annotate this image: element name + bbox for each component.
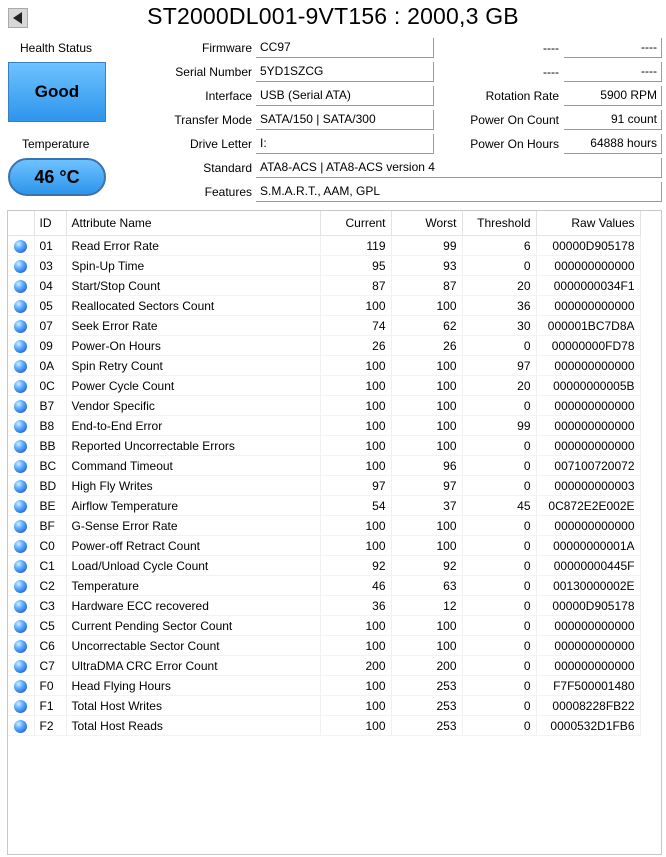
status-good-icon	[14, 320, 27, 333]
threshold-value: 0	[462, 456, 536, 476]
current-value: 200	[320, 656, 391, 676]
worst-value: 100	[391, 536, 462, 556]
worst-value: 100	[391, 616, 462, 636]
current-value: 100	[320, 636, 391, 656]
power-on-hours-label: Power On Hours	[470, 137, 559, 151]
attribute-id: C7	[34, 656, 66, 676]
threshold-value: 97	[462, 356, 536, 376]
attribute-name: Airflow Temperature	[66, 496, 320, 516]
status-cell	[8, 416, 34, 436]
status-cell	[8, 396, 34, 416]
worst-value: 200	[391, 656, 462, 676]
unused-label-1: ----	[543, 41, 559, 55]
rotation-rate-label: Rotation Rate	[485, 89, 559, 103]
raw-value: 000000000000	[536, 416, 640, 436]
attribute-name: Start/Stop Count	[66, 276, 320, 296]
attribute-name: Load/Unload Cycle Count	[66, 556, 320, 576]
table-header-row	[8, 211, 640, 236]
status-cell	[8, 496, 34, 516]
unused-field-1: ----	[564, 38, 662, 58]
table-row[interactable]	[8, 436, 640, 456]
current-value: 100	[320, 516, 391, 536]
threshold-column-header[interactable]: Threshold	[462, 211, 536, 236]
threshold-value: 0	[462, 536, 536, 556]
attribute-id: 05	[34, 296, 66, 316]
status-cell	[8, 596, 34, 616]
threshold-value: 0	[462, 576, 536, 596]
attribute-id: B8	[34, 416, 66, 436]
attribute-id: F1	[34, 696, 66, 716]
table-row[interactable]	[8, 356, 640, 376]
current-value: 100	[320, 696, 391, 716]
attribute-name: Reported Uncorrectable Errors	[66, 436, 320, 456]
status-good-icon	[14, 600, 27, 613]
current-value: 100	[320, 456, 391, 476]
power-on-count-label: Power On Count	[470, 113, 559, 127]
worst-value: 100	[391, 636, 462, 656]
worst-value: 26	[391, 336, 462, 356]
firmware-field: CC97	[256, 38, 434, 58]
threshold-value: 99	[462, 416, 536, 436]
threshold-value: 0	[462, 396, 536, 416]
attribute-id: BF	[34, 516, 66, 536]
table-row[interactable]	[8, 596, 640, 616]
threshold-value: 0	[462, 656, 536, 676]
raw-value: 000000000000	[536, 296, 640, 316]
status-cell	[8, 276, 34, 296]
attribute-name: Uncorrectable Sector Count	[66, 636, 320, 656]
standard-label: Standard	[203, 161, 252, 175]
attribute-name: G-Sense Error Rate	[66, 516, 320, 536]
smart-attribute-list[interactable]	[7, 210, 662, 855]
temperature-label: Temperature	[22, 137, 90, 151]
status-cell	[8, 476, 34, 496]
current-value: 26	[320, 336, 391, 356]
table-row[interactable]	[8, 556, 640, 576]
status-cell	[8, 576, 34, 596]
attribute-name: Reallocated Sectors Count	[66, 296, 320, 316]
attribute-id: 0C	[34, 376, 66, 396]
worst-value: 253	[391, 696, 462, 716]
attribute-id: C1	[34, 556, 66, 576]
attribute-id: C0	[34, 536, 66, 556]
raw-value: 007100720072	[536, 456, 640, 476]
attribute-name: End-to-End Error	[66, 416, 320, 436]
threshold-value: 0	[462, 696, 536, 716]
transfer-mode-field: SATA/150 | SATA/300	[256, 110, 434, 130]
features-field: S.M.A.R.T., AAM, GPL	[256, 182, 662, 202]
worst-value: 87	[391, 276, 462, 296]
table-row[interactable]	[8, 316, 640, 336]
attribute-name: UltraDMA CRC Error Count	[66, 656, 320, 676]
status-cell	[8, 536, 34, 556]
table-row[interactable]	[8, 276, 640, 296]
attribute-id: C6	[34, 636, 66, 656]
status-good-icon	[14, 520, 27, 533]
status-cell	[8, 716, 34, 736]
status-good-icon	[14, 380, 27, 393]
table-row[interactable]	[8, 416, 640, 436]
raw-value: 000000000000	[536, 436, 640, 456]
status-good-icon	[14, 360, 27, 373]
current-value: 100	[320, 396, 391, 416]
table-row[interactable]	[8, 296, 640, 316]
threshold-value: 0	[462, 436, 536, 456]
attribute-name: Command Timeout	[66, 456, 320, 476]
current-value: 100	[320, 356, 391, 376]
threshold-value: 0	[462, 476, 536, 496]
attribute-name-column-header[interactable]: Attribute Name	[66, 211, 320, 236]
table-row[interactable]	[8, 236, 640, 256]
status-good-icon	[14, 620, 27, 633]
rotation-rate-field: 5900 RPM	[564, 86, 662, 106]
threshold-value: 0	[462, 336, 536, 356]
serial-number-label: Serial Number	[175, 65, 252, 79]
raw-value: 000001BC7D8A	[536, 316, 640, 336]
current-value: 54	[320, 496, 391, 516]
worst-value: 12	[391, 596, 462, 616]
threshold-value: 36	[462, 296, 536, 316]
attribute-name: Current Pending Sector Count	[66, 616, 320, 636]
status-good-icon	[14, 440, 27, 453]
raw-value: 0000000034F1	[536, 276, 640, 296]
worst-value: 100	[391, 396, 462, 416]
status-good-icon	[14, 340, 27, 353]
disk-title: ST2000DL001-9VT156 : 2000,3 GB	[147, 3, 519, 29]
raw-value: 0000532D1FB6	[536, 716, 640, 736]
attribute-id: C5	[34, 616, 66, 636]
raw-value: 000000000000	[536, 396, 640, 416]
raw-value: 00000000001A	[536, 536, 640, 556]
status-good-icon	[14, 280, 27, 293]
worst-value: 253	[391, 676, 462, 696]
current-value: 46	[320, 576, 391, 596]
table-row[interactable]	[8, 696, 640, 716]
table-row[interactable]	[8, 396, 640, 416]
attribute-name: Spin Retry Count	[66, 356, 320, 376]
raw-value: 00000000FD78	[536, 336, 640, 356]
attribute-id: F2	[34, 716, 66, 736]
attribute-name: Total Host Reads	[66, 716, 320, 736]
status-cell	[8, 256, 34, 276]
raw-value: 000000000000	[536, 636, 640, 656]
table-row[interactable]	[8, 336, 640, 356]
table-row[interactable]	[8, 496, 640, 516]
threshold-value: 6	[462, 236, 536, 256]
worst-value: 100	[391, 296, 462, 316]
attribute-id: BE	[34, 496, 66, 516]
threshold-value: 0	[462, 676, 536, 696]
status-cell	[8, 336, 34, 356]
status-good-icon	[14, 720, 27, 733]
attribute-name: Hardware ECC recovered	[66, 596, 320, 616]
id-column-header[interactable]: ID	[34, 211, 66, 236]
power-on-count-field: 91 count	[564, 110, 662, 130]
attribute-name: Total Host Writes	[66, 696, 320, 716]
raw-value: 000000000000	[536, 256, 640, 276]
status-cell	[8, 676, 34, 696]
health-status-button[interactable]: Good	[8, 62, 106, 122]
power-on-hours-field: 64888 hours	[564, 134, 662, 154]
status-good-icon	[14, 240, 27, 253]
status-cell	[8, 656, 34, 676]
worst-value: 96	[391, 456, 462, 476]
attribute-id: F0	[34, 676, 66, 696]
current-value: 100	[320, 676, 391, 696]
status-cell	[8, 616, 34, 636]
raw-value: 00008228FB22	[536, 696, 640, 716]
status-cell	[8, 636, 34, 656]
worst-value: 92	[391, 556, 462, 576]
current-value: 100	[320, 536, 391, 556]
unused-field-2: ----	[564, 62, 662, 82]
current-column-header[interactable]: Current	[320, 211, 391, 236]
status-good-icon	[14, 300, 27, 313]
current-value: 74	[320, 316, 391, 336]
attribute-name: Vendor Specific	[66, 396, 320, 416]
threshold-value: 20	[462, 276, 536, 296]
status-good-icon	[14, 700, 27, 713]
threshold-value: 45	[462, 496, 536, 516]
raw-value: 00000D905178	[536, 236, 640, 256]
attribute-id: BD	[34, 476, 66, 496]
status-cell	[8, 556, 34, 576]
worst-value: 100	[391, 356, 462, 376]
table-row[interactable]	[8, 376, 640, 396]
interface-field: USB (Serial ATA)	[256, 86, 434, 106]
temperature-button[interactable]: 46 °C	[8, 158, 106, 196]
current-value: 100	[320, 296, 391, 316]
current-value: 87	[320, 276, 391, 296]
threshold-value: 0	[462, 256, 536, 276]
current-value: 100	[320, 416, 391, 436]
raw-value: 000000000000	[536, 656, 640, 676]
attribute-name: Spin-Up Time	[66, 256, 320, 276]
current-value: 100	[320, 436, 391, 456]
status-cell	[8, 376, 34, 396]
threshold-value: 0	[462, 556, 536, 576]
current-value: 100	[320, 716, 391, 736]
current-value: 100	[320, 616, 391, 636]
status-good-icon	[14, 640, 27, 653]
attribute-id: C3	[34, 596, 66, 616]
current-value: 92	[320, 556, 391, 576]
threshold-value: 0	[462, 636, 536, 656]
worst-value: 99	[391, 236, 462, 256]
worst-value: 63	[391, 576, 462, 596]
table-row[interactable]	[8, 616, 640, 636]
unused-label-2: ----	[543, 65, 559, 79]
status-good-icon	[14, 460, 27, 473]
attribute-name: Read Error Rate	[66, 236, 320, 256]
status-cell	[8, 316, 34, 336]
status-good-icon	[14, 480, 27, 493]
status-good-icon	[14, 500, 27, 513]
transfer-mode-label: Transfer Mode	[174, 113, 252, 127]
threshold-value: 0	[462, 516, 536, 536]
worst-value: 100	[391, 416, 462, 436]
attribute-name: High Fly Writes	[66, 476, 320, 496]
raw-value: 00000000445F	[536, 556, 640, 576]
attribute-id: 01	[34, 236, 66, 256]
drive-letter-field: I:	[256, 134, 434, 154]
worst-value: 100	[391, 516, 462, 536]
attribute-id: BB	[34, 436, 66, 456]
status-good-icon	[14, 420, 27, 433]
raw-value: 0C872E2E002E	[536, 496, 640, 516]
attribute-id: 07	[34, 316, 66, 336]
status-good-icon	[14, 660, 27, 673]
drive-letter-label: Drive Letter	[189, 137, 252, 151]
worst-value: 62	[391, 316, 462, 336]
worst-value: 253	[391, 716, 462, 736]
firmware-label: Firmware	[202, 41, 252, 55]
table-row[interactable]	[8, 576, 640, 596]
features-label: Features	[204, 185, 252, 199]
table-row[interactable]	[8, 656, 640, 676]
status-cell	[8, 236, 34, 256]
raw-values-column-header[interactable]: Raw Values	[536, 211, 640, 236]
table-row[interactable]	[8, 256, 640, 276]
raw-value: 000000000000	[536, 516, 640, 536]
status-cell	[8, 456, 34, 476]
threshold-value: 0	[462, 616, 536, 636]
worst-value: 100	[391, 436, 462, 456]
attribute-id: BC	[34, 456, 66, 476]
status-column-header[interactable]	[8, 211, 34, 236]
status-cell	[8, 296, 34, 316]
attribute-id: 09	[34, 336, 66, 356]
status-good-icon	[14, 580, 27, 593]
standard-field: ATA8-ACS | ATA8-ACS version 4	[256, 158, 662, 178]
worst-value: 93	[391, 256, 462, 276]
table-row[interactable]	[8, 636, 640, 656]
status-cell	[8, 516, 34, 536]
attribute-id: 03	[34, 256, 66, 276]
status-cell	[8, 436, 34, 456]
table-row[interactable]	[8, 536, 640, 556]
status-cell	[8, 356, 34, 376]
worst-value: 100	[391, 376, 462, 396]
attribute-name: Power-off Retract Count	[66, 536, 320, 556]
raw-value: 000000000000	[536, 616, 640, 636]
attribute-id: 04	[34, 276, 66, 296]
attribute-name: Head Flying Hours	[66, 676, 320, 696]
table-row[interactable]	[8, 516, 640, 536]
worst-value: 37	[391, 496, 462, 516]
raw-value: 00000D905178	[536, 596, 640, 616]
raw-value: 000000000000	[536, 356, 640, 376]
raw-value: 000000000003	[536, 476, 640, 496]
worst-value: 97	[391, 476, 462, 496]
table-row[interactable]	[8, 676, 640, 696]
status-good-icon	[14, 560, 27, 573]
status-good-icon	[14, 400, 27, 413]
raw-value: 00000000005B	[536, 376, 640, 396]
status-good-icon	[14, 540, 27, 553]
worst-column-header[interactable]: Worst	[391, 211, 462, 236]
attribute-name: Power-On Hours	[66, 336, 320, 356]
attribute-id: 0A	[34, 356, 66, 376]
threshold-value: 0	[462, 596, 536, 616]
table-row[interactable]	[8, 716, 640, 736]
table-row[interactable]	[8, 476, 640, 496]
status-good-icon	[14, 260, 27, 273]
smart-attribute-table	[8, 211, 641, 736]
current-value: 97	[320, 476, 391, 496]
attribute-name: Power Cycle Count	[66, 376, 320, 396]
raw-value: 00130000002E	[536, 576, 640, 596]
status-good-icon	[14, 680, 27, 693]
threshold-value: 30	[462, 316, 536, 336]
current-value: 100	[320, 376, 391, 396]
attribute-name: Seek Error Rate	[66, 316, 320, 336]
serial-number-field: 5YD1SZCG	[256, 62, 434, 82]
attribute-name: Temperature	[66, 576, 320, 596]
threshold-value: 0	[462, 716, 536, 736]
table-row[interactable]	[8, 456, 640, 476]
current-value: 36	[320, 596, 391, 616]
current-value: 95	[320, 256, 391, 276]
threshold-value: 20	[462, 376, 536, 396]
current-value: 119	[320, 236, 391, 256]
attribute-id: B7	[34, 396, 66, 416]
interface-label: Interface	[205, 89, 252, 103]
raw-value: F7F500001480	[536, 676, 640, 696]
health-status-label: Health Status	[20, 41, 93, 55]
attribute-id: C2	[34, 576, 66, 596]
status-cell	[8, 696, 34, 716]
